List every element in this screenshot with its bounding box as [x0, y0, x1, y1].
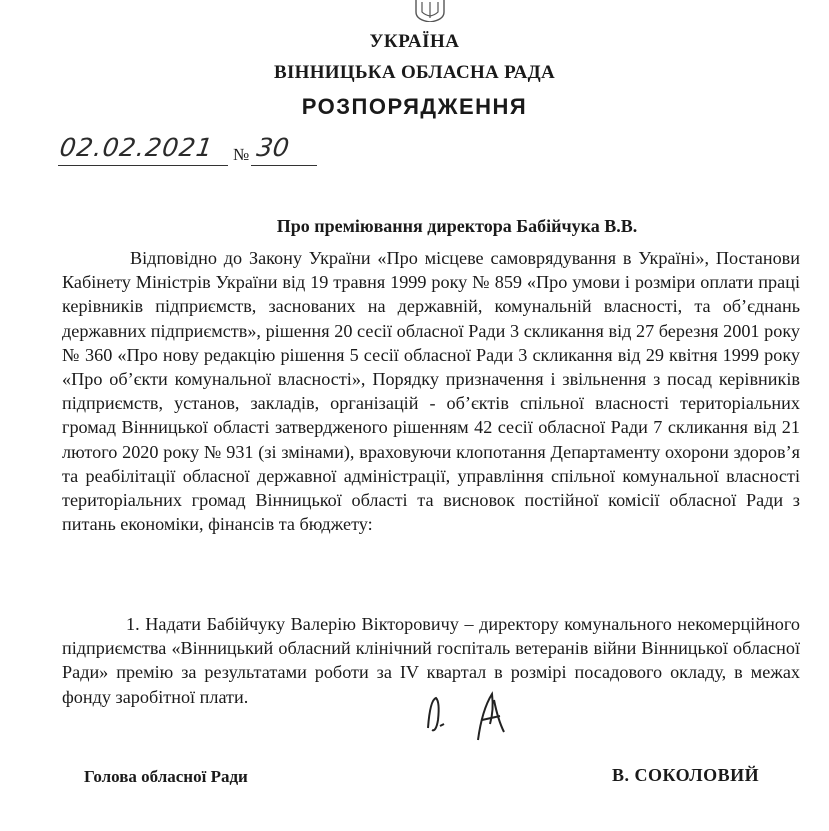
registration-line [58, 131, 328, 171]
number-label: № [233, 145, 250, 164]
signatory-name: В. СОКОЛОВИЙ [612, 765, 760, 785]
order-item-1: 1. Надати Бабійчуку Валерію Вікторовичу – директору комунального некомерційного підприємства «Вінницький обласний клінічний госпіталь ветеранів війни Вінницької обласної Ради» премію за результатами роботи за IV квартал в розмірі посадового окладу, в межах фонду заробітної плати. [62, 614, 800, 707]
document-type-heading: РОЗПОРЯДЖЕННЯ [301, 94, 528, 119]
date-field [58, 131, 228, 166]
handwritten-initials [420, 680, 510, 744]
preamble-paragraph: Відповідно до Закону України «Про місцеве самоврядування в Україні», Постанови Кабінету Міністрів України від 19 травня 1999 року № 859 «Про умови і розміри оплати праці керівників підприємств, заснованих на державній, комунальній власності, та об’єднань державних підприємств», рішення 20 сесії обласної Ради 3 скликання від 27 березня 2001 року № 360 «Про нову редакцію рішення 5 сесії обласної Ради 3 скликання від 29 квітня 1999 року «Про об’єкти комунальної власності», Порядку призначення і звільнення з посад керівників підприємств, установ, закладів, організацій - об’єктів спільної власності територіальних громад Вінницької області затвердженого рішенням 42 сесії обласної Ради 7 скликання від 21 лютого 2020 року № 931 (зі змінами), враховуючи клопотання Департаменту охорони здоров’я та реабілітації обласної державної адміністрації, управління спільної комунальної власності територіальних громад Вінницької області та висновок постійної комісії обласної Ради з питань економіки, фінансів та бюджету: [62, 248, 800, 535]
handwritten-date: 02.02.2021 [57, 133, 216, 162]
council-heading: ВІННИЦЬКА ОБЛАСНА РАДА [273, 62, 556, 83]
trident-coat-of-arms-icon [413, 0, 447, 22]
signatory-position: Голова обласної Ради [84, 767, 248, 786]
country-heading: УКРАЇНА [369, 31, 460, 52]
document-subject: Про преміювання директора Бабійчука В.В. [276, 216, 638, 236]
handwritten-number: 30 [254, 133, 291, 162]
number-field [251, 131, 317, 166]
